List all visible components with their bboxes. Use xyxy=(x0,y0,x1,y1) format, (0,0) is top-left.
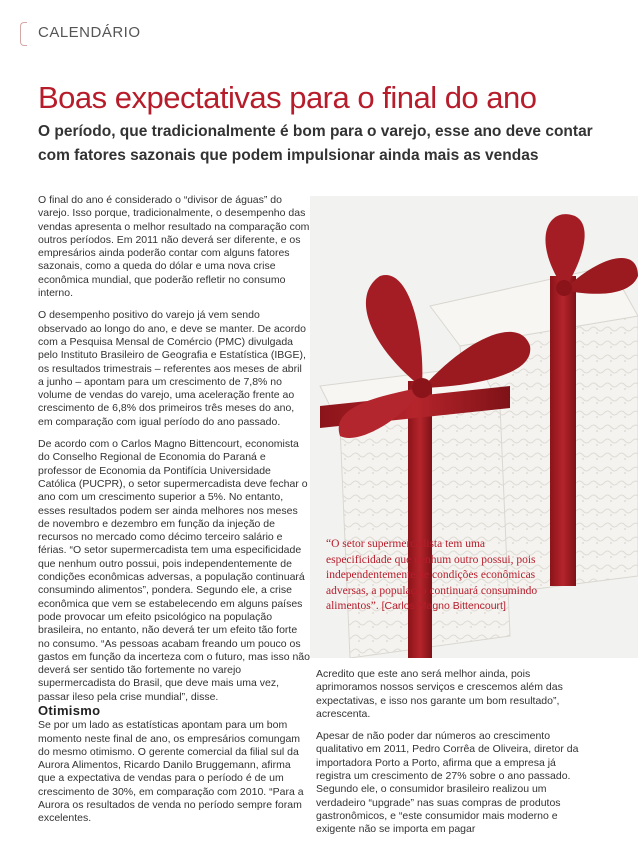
article-column-right xyxy=(316,668,591,846)
otimismo-heading: Otimismo xyxy=(38,703,101,718)
paragraph-acredito: Acredito que este ano será melhor ainda, pois aprimoramos nossos serviços e crescemos além das expectativas, e isso nos garante um bom resultado”, acrescenta. xyxy=(316,668,563,720)
pull-quote-attribution: [Carlos Magno Bittencourt] xyxy=(381,600,506,612)
subheadline: O período, que tradicionalmente é bom para o varejo, esse ano deve contar com fatores sazonais que podem impulsionar ainda mais as vendas xyxy=(38,123,593,164)
section-bracket xyxy=(20,22,27,46)
paragraph-porto-a-porto: Apesar de não poder dar números ao crescimento qualitativo em 2011, Pedro Corrêa de Oliveira, diretor da importadora Porto a Porto, afirma que a empresa já registra um crescimento de 27% sobre o ano passado. Segundo ele, o consumidor brasileiro realizou um verdadeiro “upgrade” nas suas compras de produtos gastronômicos, e “este consumidor mais moderno e exigente não se importa em pagar xyxy=(316,730,579,836)
pull-quote xyxy=(326,537,544,615)
otimismo-section xyxy=(38,704,310,835)
paragraph-varejo: O desempenho positivo do varejo já vem sendo observado ao longo do ano, e deve se manter. De acordo com a Pesquisa Mensal de Comércio (PMC) divulgada pelo Instituto Brasileiro de Geografia e Estatística (IBGE), os resultados trimestrais – referentes aos meses de abril a junho – apontam para um crescimento de 7,8% no volume de vendas do varejo, uma aceleração frente ao crescimento de 6,8% dos primeiros três meses do ano, em comparação com igual período do ano passado. xyxy=(38,309,306,428)
paragraph-otimismo: Se por um lado as estatísticas apontam para um bom momento neste final de ano, os empresários comungam do mesmo otimismo. O gerente comercial da filial sul da Aurora Alimentos, Ricardo Danilo Bruggemann, afirma que a expectativa de vendas para o período é de um crescimento de 30%, em comparação com 2010. “Para a Aurora os resultados de venda no período sempre foram excelentes. xyxy=(38,719,304,825)
pull-quote-text: “O setor supermercadista tem uma especificidade que nenhum outro possui, pois independentemente de condições econômicas adversas, a população continuará consumindo alimentos”. xyxy=(326,538,538,612)
headline: Boas expectativas para o final do ano xyxy=(38,80,537,115)
article-column-left xyxy=(38,194,310,713)
paragraph-intro: O final do ano é considerado o “divisor de águas” do varejo. Isso porque, tradicionalmente, o desempenho das vendas apresenta o melhor resultado na comparação com outros períodos. Em 2011 não deverá ser diferente, e os empresários ainda poderão contar com alguns fatores sazonais, como a queda do dólar e uma nova crise econômica mundial, que poderão refletir no consumo interno. xyxy=(38,194,310,300)
paragraph-bittencourt: De acordo com o Carlos Magno Bittencourt, economista do Conselho Regional de Economia do Paraná e professor de Economia da Pontifícia Universidade Católica (PUCPR), o setor supermercadista deve fechar o ano com um crescimento superior a 5%. No entanto, esses resultados podem ser ainda melhores nos meses de novembro e dezembro em função da injeção de recursos no mercado como décimo terceiro salário e férias. “O setor supermercadista tem uma especificidade que nenhum outro possui, pois independentemente de condições econômicas adversas, a população continuará consumindo alimentos”, pondera. Segundo ele, a crise econômica que vem se estabelecendo em alguns países pode provocar um efeito psicológico na população brasileira, no entanto, não deverá ter um efeito tão forte no consumo. “As pessoas acabam freando um pouco os gastos em função da incerteza com o futuro, mas isso não deverá ser sentido tão fortemente no varejo supermercadista do Brasil, que deve mais uma vez, passar ileso pela crise mundial”, disse. xyxy=(38,438,310,703)
section-label: CALENDÁRIO xyxy=(38,24,141,41)
